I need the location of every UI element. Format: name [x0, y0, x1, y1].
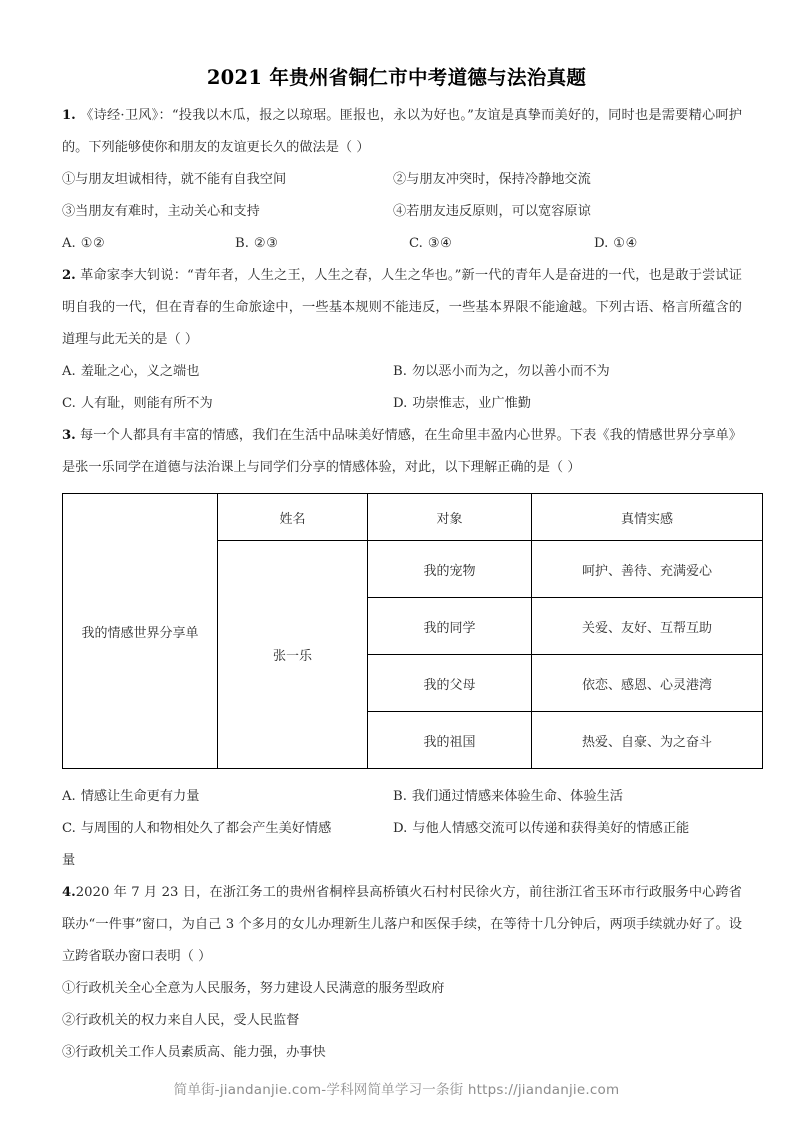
- question-1-suboption-4: ④若朋友违反原则，可以宽容原谅: [393, 204, 591, 219]
- question-4: [62, 877, 742, 1069]
- table-cell-feeling: 依恋、感恩、心灵港湾: [532, 655, 763, 712]
- question-4-suboption-2: ②行政机关的权力来自人民，受人民监督: [62, 1013, 300, 1028]
- question-2-stem: [62, 260, 742, 356]
- table-header-object: 对象: [368, 494, 532, 541]
- choice-text-d: 与他人情感交流可以传递和获得美好的情感正能: [412, 821, 690, 836]
- table-header-feeling: 真情实感: [532, 494, 763, 541]
- question-4-stem: [62, 877, 742, 973]
- choice-letter-b: B.: [393, 364, 407, 379]
- choice-text-d: ①④: [613, 236, 638, 251]
- choice-text-b: 我们通过情感来体验生命、体验生活: [411, 789, 623, 804]
- question-1-stem-text: 《诗经·卫风》：“投我以木瓜，报之以琼琚。匪报也，永以为好也。”友谊是真挚而美好的，同时也是需要精心呵护的。下列能够使你和朋友的友谊更长久的做法是（ ）: [62, 108, 742, 155]
- choice-letter-d: D.: [393, 396, 408, 411]
- question-3-choice-row-2: [62, 813, 742, 845]
- question-1: [62, 100, 742, 260]
- page-title: 2021 年贵州省铜仁市中考道德与法治真题: [206, 66, 587, 89]
- question-1-choices: [62, 228, 742, 260]
- question-3-choice-d-wrap: 量: [62, 853, 76, 868]
- question-3-choice-d[interactable]: [393, 813, 742, 845]
- question-3-choice-row-1: [62, 781, 742, 813]
- footer-watermark: 简单街-jiandanjie.com-学科网简单学习一条街 https://jiandanjie.com: [173, 1082, 620, 1098]
- question-2-choice-d[interactable]: [393, 388, 742, 420]
- table-cell-object: 我的同学: [368, 598, 532, 655]
- question-2: [62, 260, 742, 420]
- question-4-number: 4.: [62, 885, 76, 900]
- choice-letter-c: C.: [62, 821, 76, 836]
- choice-letter-a: A.: [62, 236, 76, 251]
- question-1-stem: [62, 100, 742, 164]
- question-1-suboption-3: ③当朋友有难时，主动关心和支持: [62, 204, 260, 219]
- question-3-choice-b[interactable]: [393, 781, 742, 813]
- question-1-choice-d[interactable]: [594, 228, 742, 260]
- question-1-choice-b[interactable]: [235, 228, 409, 260]
- question-1-suboption-row-2: [62, 196, 742, 228]
- choice-text-d: 功崇惟志，业广惟勤: [412, 396, 531, 411]
- choice-text-a: ①②: [80, 236, 106, 251]
- question-1-choice-c[interactable]: [409, 228, 594, 260]
- choice-letter-a: A.: [62, 364, 76, 379]
- choice-text-a: 羞耻之心，义之端也: [80, 364, 200, 379]
- question-3-choice-c[interactable]: [62, 821, 331, 836]
- question-2-choice-b[interactable]: [393, 356, 742, 388]
- table-cell-object: 我的父母: [368, 655, 532, 712]
- table-bottom-spacer: [62, 769, 742, 781]
- question-1-suboption-1: ①与朋友坦诚相待，就不能有自我空间: [62, 172, 287, 187]
- table-cell-name: 张一乐: [218, 541, 368, 769]
- choice-letter-a: A.: [62, 789, 76, 804]
- question-2-number: 2.: [62, 268, 76, 283]
- table-cell-feeling: 关爱、友好、互帮互助: [532, 598, 763, 655]
- table-cell-feeling: 热爱、自豪、为之奋斗: [532, 712, 763, 769]
- question-4-stem-text: 2020 年 7 月 23 日，在浙江务工的贵州省桐梓县高桥镇火石村村民徐火方，前往浙江省玉环市行政服务中心跨省联办“一件事”窗口，为自己 3 个多月的女儿办理新生儿落户和医保手续，在等待十几分钟后，两项手续就办好了。设立跨省联办窗口表明（ ）: [62, 885, 742, 964]
- table-cell-feeling: 呵护、善待、充满爱心: [532, 541, 763, 598]
- question-3-choice-a[interactable]: [62, 789, 199, 804]
- question-3-number: 3.: [62, 428, 76, 443]
- table-cell-object: 我的祖国: [368, 712, 532, 769]
- choice-text-c: 与周围的人和物相处久了都会产生美好情感: [80, 821, 332, 836]
- choice-text-b: ②③: [253, 236, 279, 251]
- question-3: [62, 420, 742, 877]
- question-3-stem-text: 每一个人都具有丰富的情感，我们在生活中品味美好情感，在生命里丰盈内心世界。下表《我的情感世界分享单》是张一乐同学在道德与法治课上与同学们分享的情感体验，对此，以下理解正确的是（ ）: [62, 428, 742, 475]
- document-body: [62, 100, 742, 1069]
- choice-text-b: 勿以恶小而为之，勿以善小而不为: [411, 364, 610, 379]
- question-2-choice-row-2: [62, 388, 742, 420]
- choice-letter-d: D.: [393, 821, 408, 836]
- question-2-choice-c[interactable]: [62, 396, 213, 411]
- question-4-suboption-3: ③行政机关工作人员素质高、能力强，办事快: [62, 1045, 326, 1060]
- question-1-suboption-2: ②与朋友冲突时，保持冷静地交流: [393, 172, 591, 187]
- choice-letter-c: C.: [409, 236, 423, 251]
- choice-text-c: ③④: [427, 236, 453, 251]
- choice-letter-d: D.: [594, 236, 609, 251]
- question-2-choice-a[interactable]: [62, 364, 199, 379]
- choice-letter-b: B.: [393, 789, 407, 804]
- table-header-row: [63, 494, 763, 541]
- table-cell-object: 我的宠物: [368, 541, 532, 598]
- question-1-number: 1.: [62, 108, 76, 123]
- question-2-choice-row-1: [62, 356, 742, 388]
- table-row-label: 我的情感世界分享单: [63, 494, 218, 769]
- table-header-name: 姓名: [218, 494, 368, 541]
- choice-text-a: 情感让生命更有力量: [80, 789, 200, 804]
- question-3-stem: [62, 420, 742, 484]
- question-1-suboption-row-1: [62, 164, 742, 196]
- question-4-suboption-1: ①行政机关全心全意为人民服务，努力建设人民满意的服务型政府: [62, 981, 445, 996]
- choice-text-c: 人有耻，则能有所不为: [80, 396, 213, 411]
- question-1-choice-a[interactable]: [62, 228, 235, 260]
- emotion-share-table: [62, 493, 763, 769]
- question-2-stem-text: 革命家李大钊说：“青年者，人生之王，人生之春，人生之华也。”新一代的青年人是奋进的一代，也是敢于尝试证明自我的一代，但在青春的生命旅途中，一些基本规则不能违反，一些基本界限不能逾越。下列古语、格言所蕴含的道理与此无关的是（ ）: [62, 268, 742, 347]
- choice-letter-b: B.: [235, 236, 249, 251]
- choice-letter-c: C.: [62, 396, 76, 411]
